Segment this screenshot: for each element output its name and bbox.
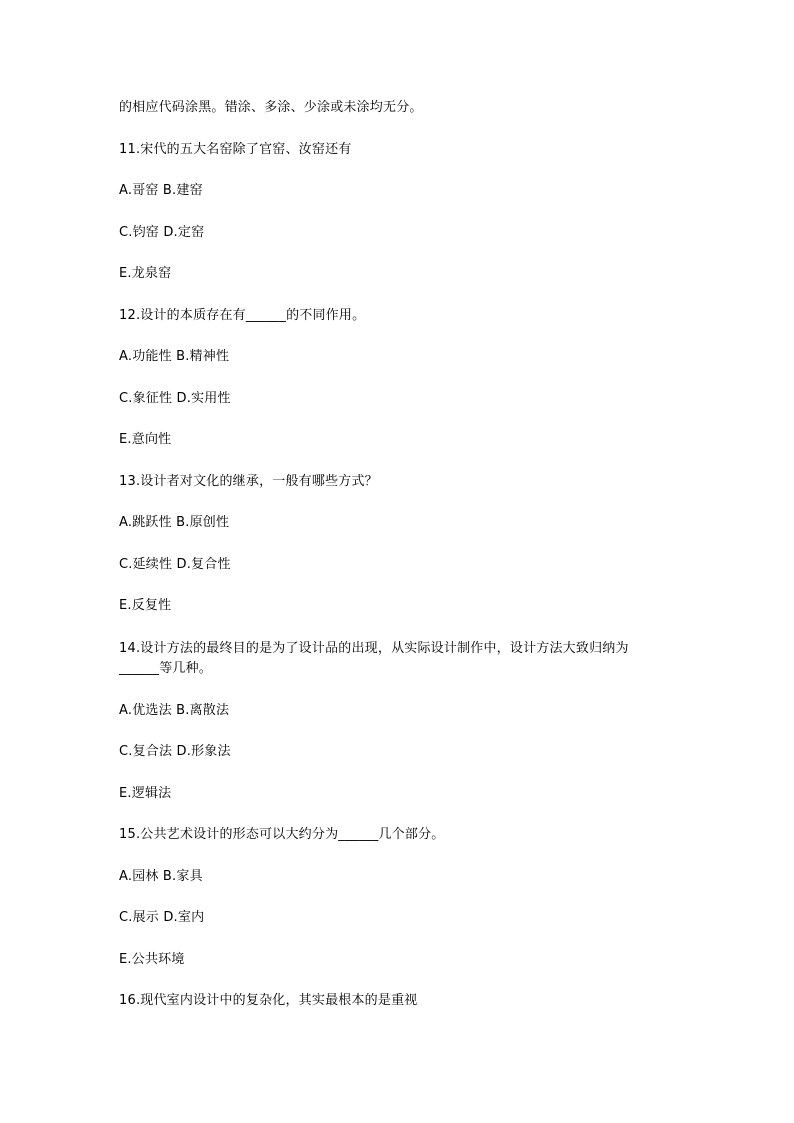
question-11: 11.宋代的五大名窑除了官窑、汝窑还有 xyxy=(119,142,352,157)
question-11-options-ab: A.哥窑 B.建窑 xyxy=(119,183,203,198)
question-16: 16.现代室内设计中的复杂化，其实最根本的是重视 xyxy=(119,993,418,1008)
question-14-continuation: ______等几种。 xyxy=(119,661,213,676)
question-12-option-e: E.意向性 xyxy=(119,432,172,447)
question-12-options-cd: C.象征性 D.实用性 xyxy=(119,391,231,406)
question-12-options-ab: A.功能性 B.精神性 xyxy=(119,349,230,364)
question-13-options-cd: C.延续性 D.复合性 xyxy=(119,557,231,572)
question-14-options-ab: A.优选法 B.离散法 xyxy=(119,703,230,718)
question-12: 12.设计的本质存在有______的不同作用。 xyxy=(119,308,366,323)
question-13-option-e: E.反复性 xyxy=(119,598,172,613)
question-13-options-ab: A.跳跃性 B.原创性 xyxy=(119,515,230,530)
question-14-options-cd: C.复合法 D.形象法 xyxy=(119,744,231,759)
question-15-options-ab: A.园林 B.家具 xyxy=(119,869,203,884)
question-14: 14.设计方法的最终目的是为了设计品的出现，从实际设计制作中，设计方法大致归纳为 xyxy=(119,641,629,656)
question-11-option-e: E.龙泉窑 xyxy=(119,266,172,281)
question-14-option-e: E.逻辑法 xyxy=(119,786,172,801)
question-15-option-e: E.公共环境 xyxy=(119,952,185,967)
question-11-options-cd: C.钧窑 D.定窑 xyxy=(119,225,205,240)
question-13: 13.设计者对文化的继承，一般有哪些方式？ xyxy=(119,474,378,489)
question-15: 15.公共艺术设计的形态可以大约分为______几个部分。 xyxy=(119,827,445,842)
question-15-options-cd: C.展示 D.室内 xyxy=(119,910,205,925)
instruction-continuation: 的相应代码涂黑。错涂、多涂、少涂或未涂均无分。 xyxy=(119,100,423,115)
